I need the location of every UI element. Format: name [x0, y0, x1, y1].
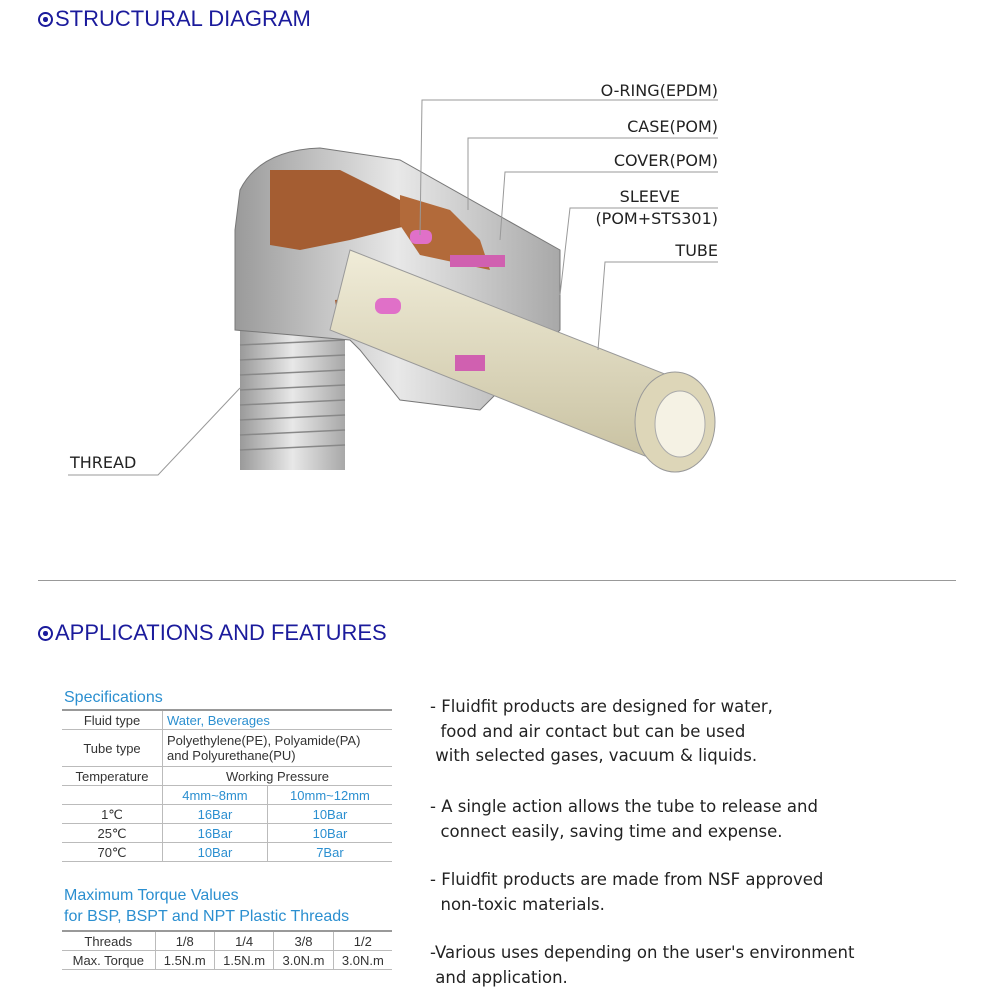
label-case: CASE(POM)	[627, 117, 718, 136]
section-title-applications: APPLICATIONS AND FEATURES	[38, 620, 387, 646]
table-row: 25℃ 16Bar 10Bar	[62, 824, 392, 843]
feature-item: - Fluidfit products are made from NSF approved non-toxic materials.	[430, 870, 824, 914]
feature-item: - A single action allows the tube to release and connect easily, saving time and expense.	[430, 797, 818, 841]
specs-table: Fluid type Water, Beverages Tube type Polyethylene(PE), Polyamide(PA) and Polyurethane(PU) Temperature Working Pressure 4mm~8mm 10mm~12mm 1℃ 16Bar 10Bar 25℃ 16Bar 10Bar 70℃ 10Bar 7Bar	[62, 709, 392, 862]
circle-dot-icon	[38, 626, 53, 641]
label-thread: THREAD	[70, 453, 137, 472]
thread	[240, 330, 345, 470]
table-row: 70℃ 10Bar 7Bar	[62, 843, 392, 862]
torque-table: Threads 1/8 1/4 3/8 1/2 Max. Torque 1.5N.m 1.5N.m 3.0N.m 3.0N.m	[62, 930, 392, 970]
label-tube: TUBE	[675, 241, 718, 260]
label-cover: COVER(POM)	[613, 151, 718, 170]
table-row: 1℃ 16Bar 10Bar	[62, 805, 392, 824]
feature-item: -Various uses depending on the user's environment and application.	[430, 943, 855, 987]
divider	[38, 580, 956, 581]
label-sleeve: SLEEVE	[619, 187, 680, 206]
section-title-structural: STRUCTURAL DIAGRAM	[38, 6, 311, 32]
circle-dot-icon	[38, 12, 53, 27]
feature-item: - Fluidfit products are designed for water, food and air contact but can be used with selected gases, vacuum & liquids.	[430, 697, 773, 765]
structural-diagram	[0, 40, 1000, 570]
label-sleeve-material: (POM+STS301)	[595, 209, 718, 228]
label-oring: O-RING(EPDM)	[600, 81, 718, 100]
torque-title: Maximum Torque Values for BSP, BSPT and NPT Plastic Threads	[64, 887, 350, 925]
specs-title: Specifications	[64, 689, 163, 706]
